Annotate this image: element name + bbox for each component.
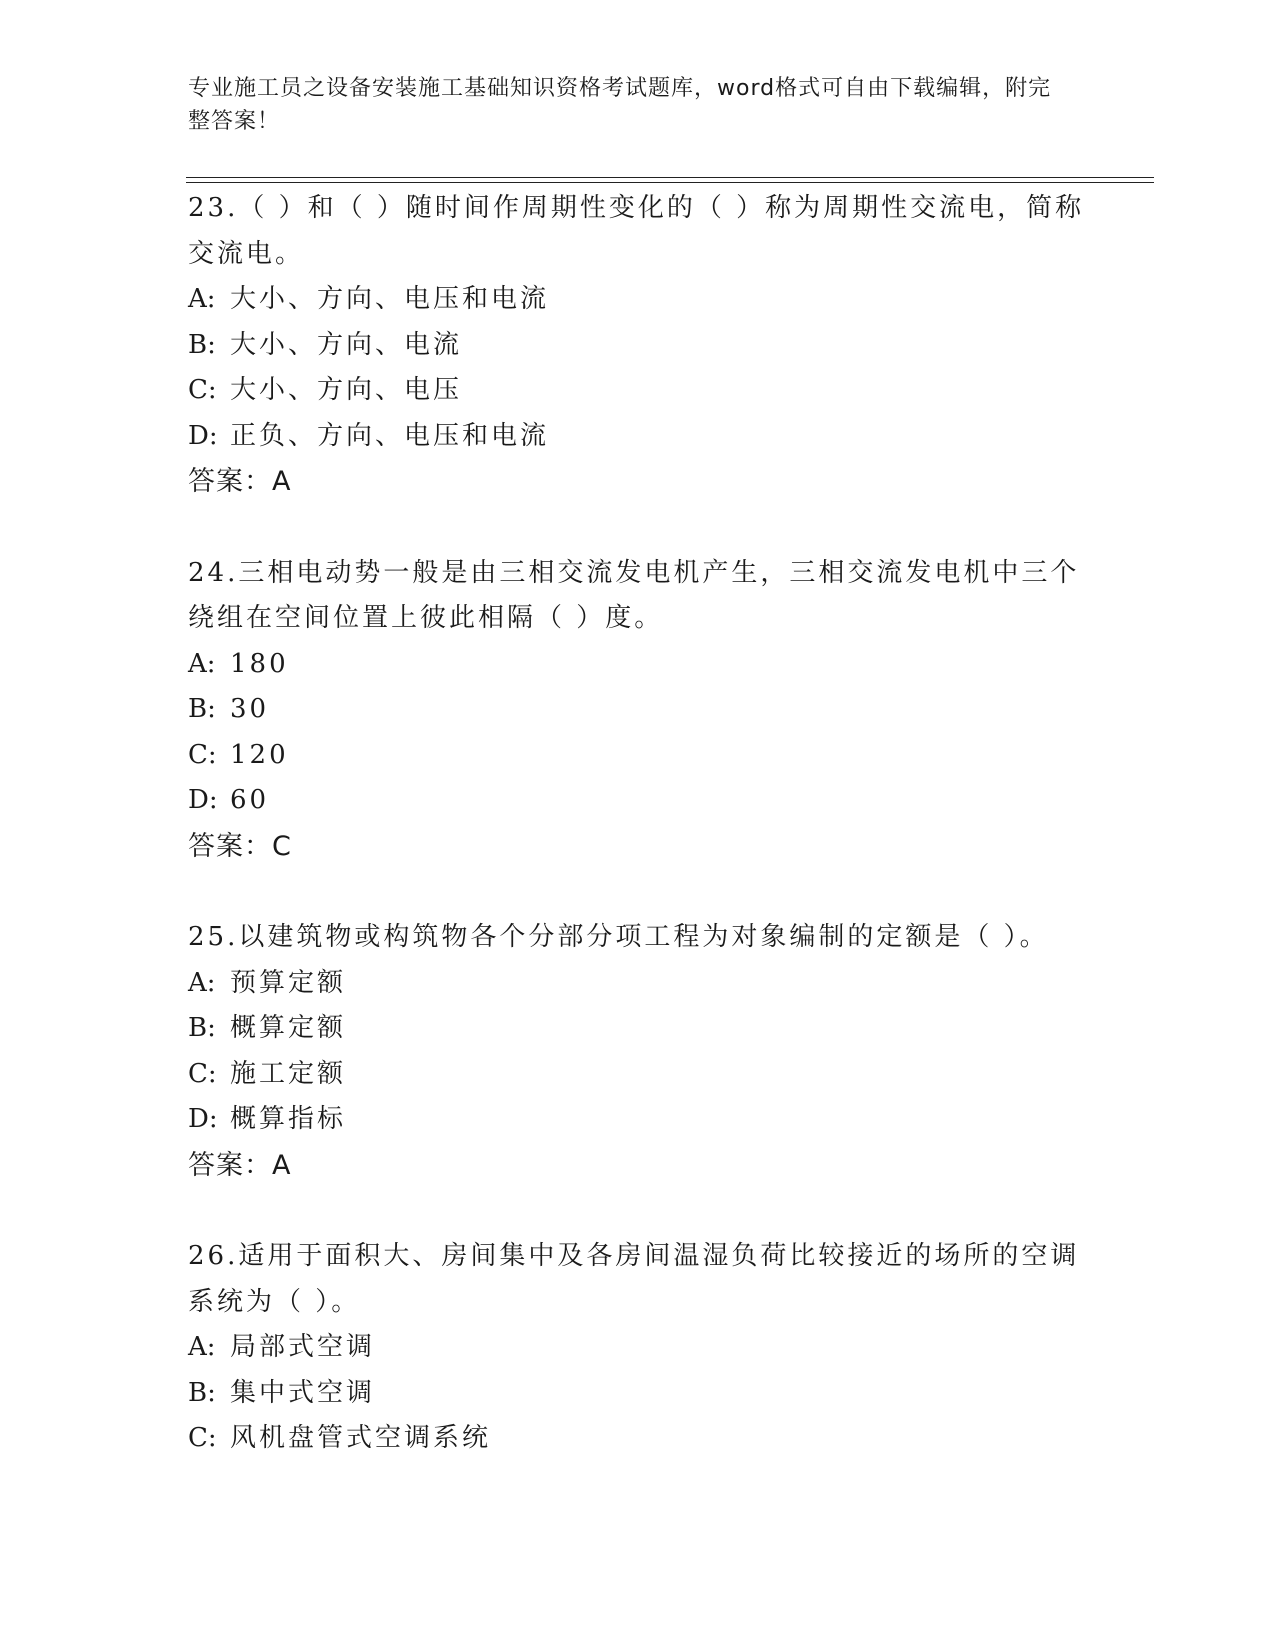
option-text: 30 (230, 694, 270, 724)
question-list (188, 186, 1088, 1508)
option-text: 概算定额 (230, 1013, 347, 1043)
option-a (188, 277, 1088, 323)
option-b (188, 1006, 1088, 1052)
option-a (188, 961, 1088, 1007)
option-text: 集中式空调 (230, 1377, 376, 1408)
question-stem: 26.适用于面积大、房间集中及各房间温湿负荷比较接近的场所的空调系统为（ ）。 (188, 1241, 1080, 1317)
option-c (188, 733, 1088, 779)
option-a (188, 1325, 1088, 1371)
option-b (188, 323, 1088, 369)
option-text: 大小、方向、电压和电流 (230, 284, 550, 314)
option-letter: C: (188, 1423, 217, 1453)
option-text: 大小、方向、电压 (230, 375, 463, 405)
option-text: 180 (230, 648, 289, 679)
option-letter: B: (188, 329, 216, 360)
answer-line: 答案：A (188, 1149, 292, 1181)
option-letter: C: (188, 739, 217, 770)
option-letter: D: (188, 785, 218, 815)
option-b (188, 1371, 1088, 1417)
option-letter: A: (188, 284, 216, 314)
option-d (188, 778, 1088, 824)
question-stem: 24.三相电动势一般是由三相交流发电机产生，三相交流发电机中三个绕组在空间位置上彼此相隔（ ）度。 (188, 557, 1080, 633)
option-text: 120 (230, 739, 289, 770)
option-letter: A: (188, 648, 216, 679)
option-text: 大小、方向、电流 (230, 329, 463, 360)
question-26 (188, 1234, 1088, 1462)
answer-line: 答案：A (188, 466, 292, 497)
option-text: 正负、方向、电压和电流 (230, 420, 550, 451)
option-letter: B: (188, 1013, 216, 1043)
question-24 (188, 551, 1088, 870)
question-23 (188, 186, 1088, 505)
option-letter: C: (188, 375, 217, 405)
option-text: 预算定额 (230, 967, 347, 998)
option-letter: B: (188, 694, 216, 724)
answer-line: 答案：C (188, 830, 292, 862)
option-c (188, 1416, 1088, 1462)
option-c (188, 368, 1088, 414)
header-rule-top (186, 177, 1154, 178)
header-rule-bottom (186, 182, 1154, 183)
question-25 (188, 915, 1088, 1188)
option-letter: A: (188, 967, 216, 998)
option-text: 施工定额 (230, 1058, 347, 1089)
document-header: 专业施工员之设备安装施工基础知识资格考试题库，word格式可自由下载编辑，附完整答案！ (188, 76, 1052, 134)
option-text: 概算指标 (230, 1104, 347, 1134)
option-text: 局部式空调 (230, 1332, 376, 1362)
question-stem: 25.以建筑物或构筑物各个分部分项工程为对象编制的定额是（ ）。 (188, 922, 1049, 952)
option-d (188, 1097, 1088, 1143)
option-letter: D: (188, 420, 218, 451)
option-letter: C: (188, 1058, 217, 1089)
option-b (188, 687, 1088, 733)
option-letter: B: (188, 1377, 216, 1408)
option-text: 风机盘管式空调系统 (230, 1423, 492, 1453)
option-letter: A: (188, 1332, 216, 1362)
option-letter: D: (188, 1104, 218, 1134)
option-c (188, 1052, 1088, 1098)
option-text: 60 (230, 785, 270, 815)
option-d (188, 414, 1088, 460)
question-stem: 23.（ ）和（ ）随时间作周期性变化的（ ）称为周期性交流电，简称交流电。 (188, 193, 1085, 269)
option-a (188, 642, 1088, 688)
